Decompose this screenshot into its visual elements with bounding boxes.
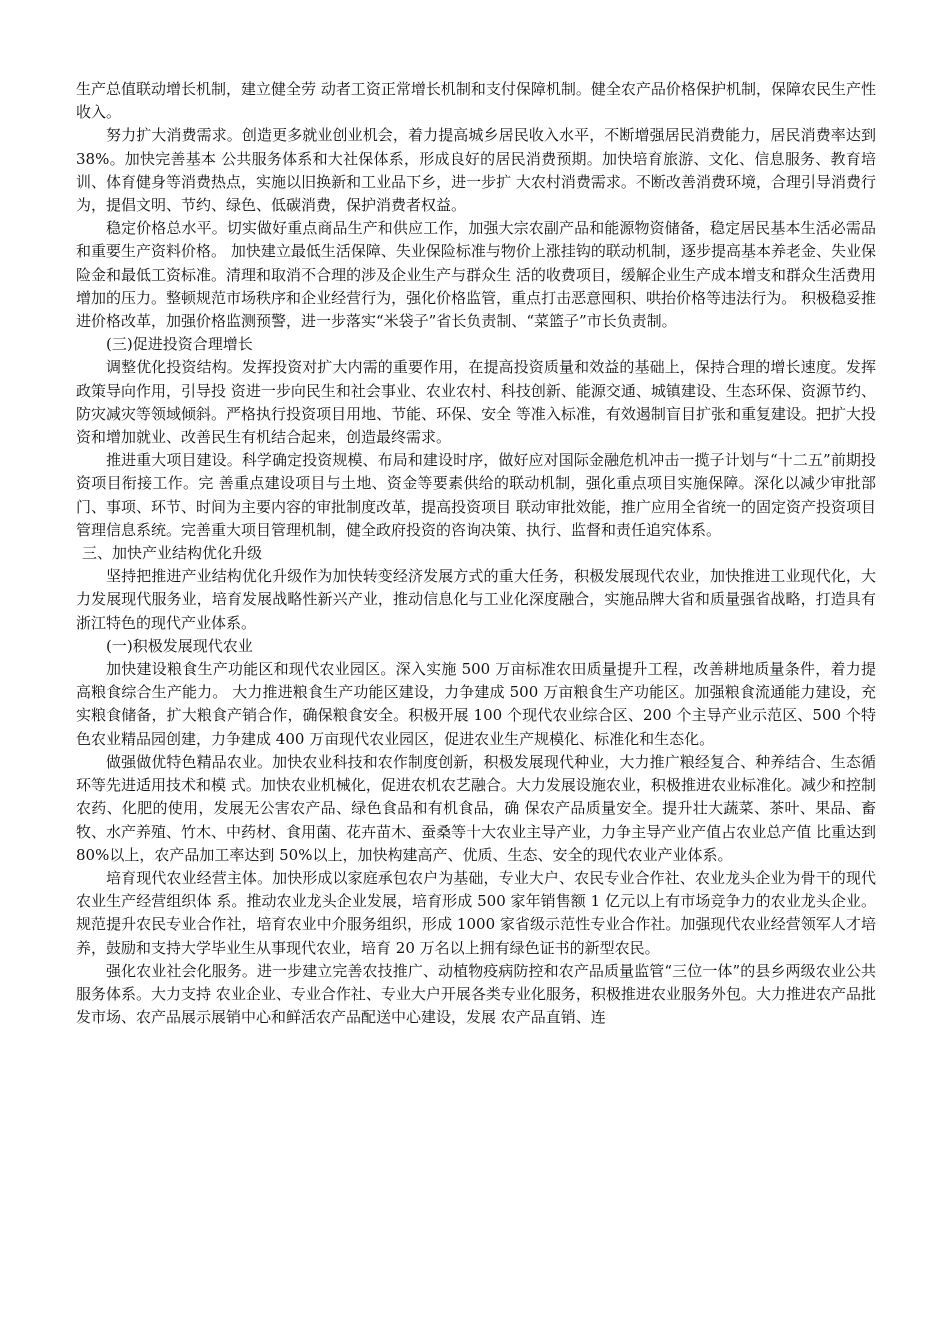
paragraph-continuation: 生产总值联动增长机制，建立健全劳 动者工资正常增长机制和支付保障机制。健全农产品价格保护机制，保障农民生产性收入。	[76, 80, 876, 122]
paragraph-investment-structure: 调整优化投资结构。发挥投资对扩大内需的重要作用，在提高投资质量和效益的基础上，保持合理的增长速度。发挥政策导向作用，引导投 资进一步向民生和社会事业、农业农村、科技创新、能源交通、城镇建设、生态环保、资源节约、防灾减灾等领域倾斜。严格执行投资项目用地、节能、环保、安全 等准入标准，有效遏制盲目扩张和重复建设。把扩大投资和增加就业、改善民生有机结合起来，创造最终需求。	[76, 358, 876, 447]
paragraph-agricultural-entities: 培育现代农业经营主体。加快形成以家庭承包农户为基础，专业大户、农民专业合作社、农业龙头企业为骨干的现代农业生产经营组织体 系。推动农业龙头企业发展，培育形成 500 家年销售额 1 亿元以上有市场竞争力的农业龙头企业。规范提升农民专业合作社，培育农业中介服务组织，形成 1000 家省级示范性专业合作社。加强现代农业经营领军人才培养，鼓励和支持大学毕业生从事现代农业，培育 20 万名以上拥有绿色证书的新型农民。	[76, 868, 876, 957]
subheading-investment-growth: (三)促进投资合理增长	[106, 335, 253, 354]
paragraph-stabilize-prices: 稳定价格总水平。切实做好重点商品生产和供应工作，加强大宗农副产品和能源物资储备，稳定居民基本生活必需品和重要生产资料价格。 加快建立最低生活保障、失业保险标准与物价上涨挂钩的联动机制，逐步提高基本养老金、失业保险金和最低工资标准。清理和取消不合理的涉及企业生产与群众生 活的收费项目，缓解企业生产成本增支和群众生活费用增加的压力。整顿规范市场秩序和企业经营行为，强化价格监管，重点打击恶意囤积、哄抬价格等违法行为。 积极稳妥推进价格改革，加强价格监测预警，进一步落实“米袋子”省长负责制、“菜篮子”市长负责制。	[76, 219, 876, 331]
document-page	[76, 78, 876, 1029]
paragraph-expand-consumption: 努力扩大消费需求。创造更多就业创业机会，着力提高城乡居民收入水平，不断增强居民消费能力，居民消费率达到 38%。加快完善基本 公共服务体系和大社保体系，形成良好的居民消费预期。加快培育旅游、文化、信息服务、教育培训、体育健身等消费热点，实施以旧换新和工业品下乡，进一步扩 大农村消费需求。不断改善消费环境，合理引导消费行为，提倡文明、节约、绿色、低碳消费，保护消费者权益。	[76, 126, 876, 215]
subheading-modern-agriculture: (一)积极发展现代农业	[106, 636, 253, 655]
section-heading-industrial-upgrade: 三、加快产业结构优化升级	[82, 544, 263, 563]
paragraph-grain-zones: 加快建设粮食生产功能区和现代农业园区。深入实施 500 万亩标准农田质量提升工程，改善耕地质量条件，着力提高粮食综合生产能力。 大力推进粮食生产功能区建设，力争建成 500 万亩粮食生产功能区。加强粮食流通能力建设，充实粮食储备，扩大粮食产销合作，确保粮食安全。积极开展 100 个现代农业综合区、200 个主导产业示范区、500 个特色农业精品园创建，力争建成 400 万亩现代农业园区，促进农业生产规模化、标准化和生态化。	[76, 660, 876, 748]
paragraph-industrial-upgrade-intro: 坚持把推进产业结构优化升级作为加快转变经济发展方式的重大任务，积极发展现代农业，加快推进工业现代化，大力发展现代服务业，培育发展战略性新兴产业，推动信息化与工业化深度融合，实施品牌大省和质量强省战略，打造具有浙江特色的现代产业体系。	[76, 567, 876, 632]
paragraph-major-projects: 推进重大项目建设。科学确定投资规模、布局和建设时序，做好应对国际金融危机冲击一揽子计划与“十二五”前期投资项目衔接工作。完 善重点建设项目与土地、资金等要素供给的联动机制，强化重点项目实施保障。深化以减少审批部门、事项、环节、时间为主要内容的审批制度改革，提高投资项目 联动审批效能，推广应用全省统一的固定资产投资项目管理信息系统。完善重大项目管理机制，健全政府投资的咨询决策、执行、监督和责任追究体系。	[76, 451, 876, 539]
paragraph-agricultural-services: 强化农业社会化服务。进一步建立完善农技推广、动植物疫病防控和农产品质量监管“三位一体”的县乡两级农业公共服务体系。大力支持 农业企业、专业合作社、专业大户开展各类专业化服务，积极推进农业服务外包。大力推进农产品批发市场、农产品展示展销中心和鲜活农产品配送中心建设，发展 农产品直销、连	[76, 961, 876, 1027]
paragraph-specialty-agriculture: 做强做优特色精品农业。加快农业科技和农作制度创新，积极发展现代种业，大力推广粮经复合、种养结合、生态循环等先进适用技术和模 式。加快农业机械化，促进农机农艺融合。大力发展设施农业，积极推进农业标准化。减少和控制农药、化肥的使用，发展无公害农产品、绿色食品和有机食品，确 保农产品质量安全。提升壮大蔬菜、茶叶、果品、畜牧、水产养殖、竹木、中药材、食用菌、花卉苗木、蚕桑等十大农业主导产业，力争主导产业产值占农业总产值 比重达到 80%以上，农产品加工率达到 50%以上，加快构建高产、优质、生态、安全的现代农业产业体系。	[76, 752, 876, 864]
